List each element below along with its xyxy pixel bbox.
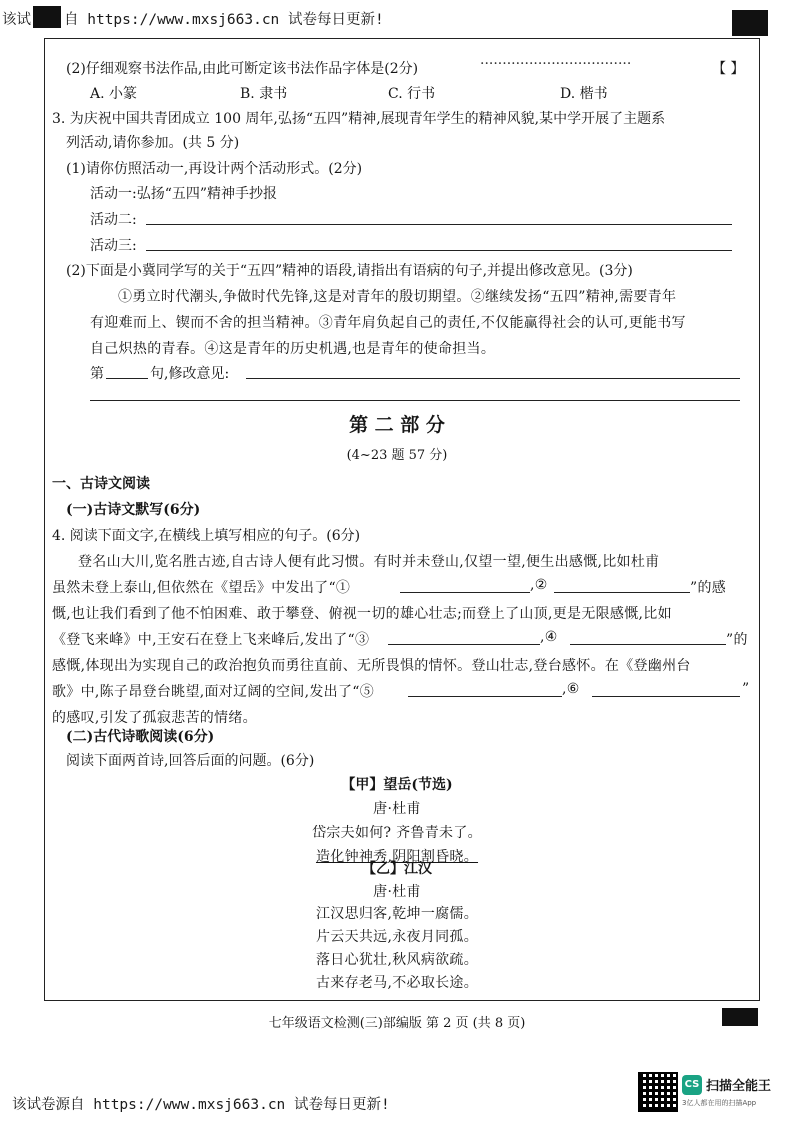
poem-b-line3: 落日心犹壮,秋风病欲疏。 (315, 952, 479, 968)
part-two-subtitle: (4~23 题 57 分) (346, 448, 448, 463)
q4-line6c: ” (742, 681, 750, 697)
q4-line7: 的感叹,引发了孤寂悲苦的情绪。 (52, 710, 257, 726)
q2-2-stem: (2)仔细观察书法作品,由此可断定该书法作品字体是(2分) (66, 61, 419, 77)
poem-a-line1: 岱宗夫如何? 齐鲁青未了。 (312, 825, 482, 841)
poem-a-title: 【甲】望岳(节选) (341, 777, 453, 793)
option-b: B. 隶书 (240, 86, 288, 102)
activity-3-label: 活动三: (90, 238, 137, 254)
q3-paragraph-line1: ①勇立时代潮头,争做时代先锋,这是对青年的殷切期望。②继续发扬“五四”精神,需要青年 (118, 289, 677, 305)
scanner-app-name: 扫描全能王 (706, 1079, 772, 1094)
q3-stem-line1: 3. 为庆祝中国共青团成立 100 周年,弘扬“五四”精神,展现青年学生的精神风貌,某中学开展了主题系 (52, 111, 666, 127)
q4-line1: 登名山大川,览名胜古迹,自古诗人便有此习惯。有时并未登山,仅望一望,便生出感慨,比如杜甫 (78, 554, 660, 570)
cs-logo-icon: CS (682, 1075, 702, 1095)
blank-5[interactable] (408, 696, 562, 697)
sentence-number-line[interactable] (106, 378, 148, 379)
activity-3-line[interactable] (146, 250, 732, 251)
scanner-app-tagline: 3亿人都在用的扫描App (682, 1099, 757, 1107)
q4-line5: 感慨,体现出为实现自己的政治抱负而勇往直前、无所畏惧的情怀。登山壮志,登台感怀。在《登幽州台 (52, 658, 691, 674)
blank-4[interactable] (570, 644, 726, 645)
blank-6[interactable] (592, 696, 740, 697)
poem-b-line2: 片云天共远,永夜月同孤。 (315, 929, 479, 945)
revision-line-2[interactable] (90, 400, 740, 401)
blank-3[interactable] (388, 644, 540, 645)
bottom-watermark: 该试卷源自 https://www.mxsj663.cn 试卷每日更新! (12, 1097, 390, 1113)
activity-2-line[interactable] (146, 224, 732, 225)
blank-2[interactable] (554, 592, 690, 593)
section-1-sub: (一)古诗文默写(6分) (66, 502, 201, 518)
corner-redaction-block (732, 10, 768, 36)
activity-2-label: 活动二: (90, 212, 137, 228)
q3-part2: (2)下面是小冀同学写的关于“五四”精神的语段,请指出有语病的句子,并提出修改意见。(3分) (66, 263, 633, 279)
q2-2-bracket: 【 】 (712, 61, 745, 77)
poem-b-line1: 江汉思归客,乾坤一腐儒。 (315, 906, 479, 922)
option-c: C. 行书 (388, 86, 436, 102)
option-d: D. 楷书 (560, 86, 608, 102)
blank-1[interactable] (400, 592, 530, 593)
qr-code-icon (638, 1072, 678, 1112)
part-two-title: 第 二 部 分 (349, 414, 445, 436)
poem-b-author: 唐·杜甫 (373, 884, 421, 900)
poem-a-author: 唐·杜甫 (373, 801, 421, 817)
section-2-title: (二)古代诗歌阅读(6分) (66, 729, 215, 745)
poem-b-line4: 古来存老马,不必取长途。 (315, 975, 479, 991)
q4-line6b: ,⑥ (562, 681, 580, 697)
footer-redaction-block (722, 1008, 758, 1026)
q4-line4a: 《登飞来峰》中,王安石在登上飞来峰后,发出了“③ (52, 632, 370, 648)
q3-stem-line2: 列活动,请你参加。(共 5 分) (66, 135, 240, 151)
q4-line2b: ,② (530, 577, 548, 593)
q3-paragraph-line3: 自己炽热的青春。④这是青年的历史机遇,也是青年的使命担当。 (90, 341, 496, 357)
redaction-block (33, 6, 61, 28)
q3-part1: (1)请你仿照活动一,再设计两个活动形式。(2分) (66, 161, 363, 177)
poem-a-line2: 造化钟神秀,阴阳割昏晓。 (315, 849, 479, 865)
q2-2-dots: ·································· (480, 56, 632, 72)
q4-line4c: ”的 (726, 632, 748, 648)
q4-line2a: 虽然未登上泰山,但依然在《望岳》中发出了“① (52, 580, 351, 596)
q4-line3: 慨,也让我们看到了他不怕困难、敢于攀登、俯视一切的雄心壮志;而登上了山顶,更是无限感慨,比如 (52, 606, 672, 622)
activity-1: 活动一:弘扬“五四”精神手抄报 (90, 186, 278, 202)
top-watermark-prefix: 该试 (2, 12, 31, 28)
option-a: A. 小篆 (90, 86, 138, 102)
top-watermark-url: 自 https://www.mxsj663.cn 试卷每日更新! (64, 12, 384, 28)
revision-line-1[interactable] (246, 378, 740, 379)
section-2-intro: 阅读下面两首诗,回答后面的问题。(6分) (66, 753, 315, 769)
q4-line6a: 歌》中,陈子昂登台眺望,面对辽阔的空间,发出了“⑤ (52, 684, 375, 700)
q3-paragraph-line2: 有迎难而上、锲而不舍的担当精神。③青年肩负起自己的责任,不仅能赢得社会的认可,更能书写 (90, 315, 686, 331)
q4-line2c: ”的感 (690, 580, 727, 596)
section-1-title: 一、古诗文阅读 (52, 476, 150, 492)
answer-sentence-label: 第 (90, 366, 104, 382)
page-footer: 七年级语文检测(三)部编版 第 2 页 (共 8 页) (268, 1016, 526, 1031)
poem-b-title: 【乙】江汉 (362, 861, 432, 877)
revision-label: 句,修改意见: (150, 366, 230, 382)
q4-line4b: ,④ (540, 629, 558, 645)
q4-stem: 4. 阅读下面文字,在横线上填写相应的句子。(6分) (52, 528, 361, 544)
